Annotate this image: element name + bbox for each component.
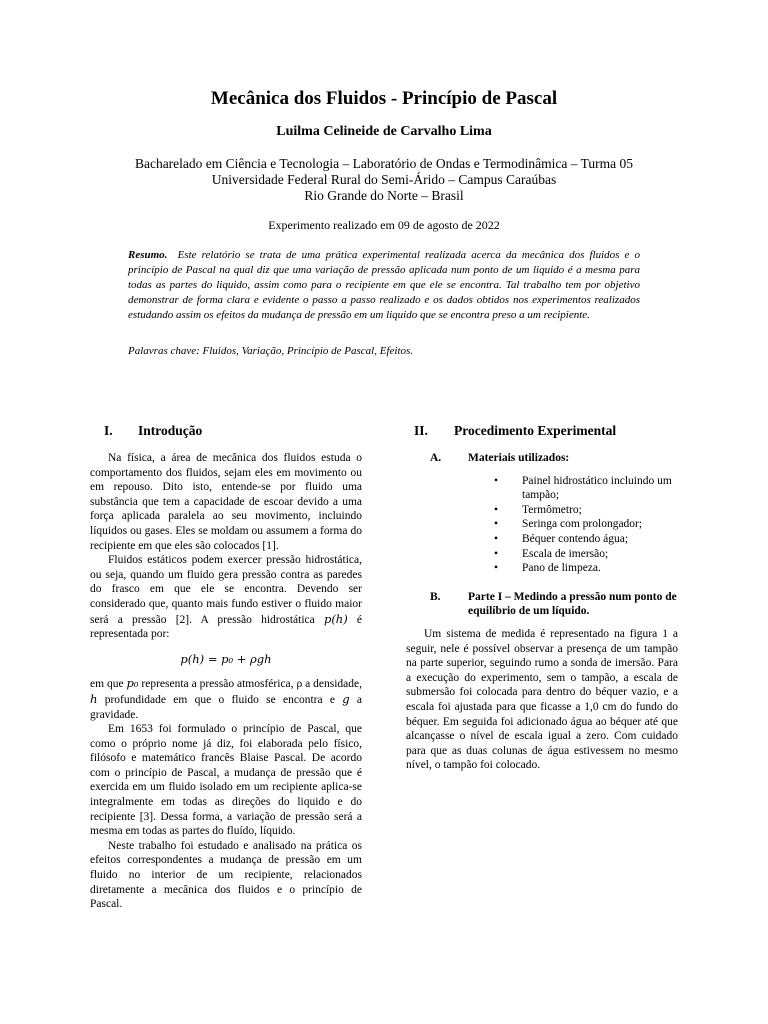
section-number: II. xyxy=(414,422,428,438)
list-item-text: Seringa com prolongador; xyxy=(522,518,643,531)
keywords: Palavras chave: Fluidos, Variação, Princípio de Pascal, Efeitos. xyxy=(128,345,414,357)
list-item xyxy=(494,503,678,518)
paragraph: Neste trabalho foi estudado e analisado na prática os efeitos correspondentes a mudança de pressão em um fluido no interior de um recipiente, relacionados diretamente a mecânica dos fluidos e o princípio de Pascal. xyxy=(90,839,362,911)
list-item-text: Pano de limpeza. xyxy=(522,562,601,575)
abstract xyxy=(128,248,640,323)
subsection-number: A. xyxy=(430,452,442,464)
section-title: Introdução xyxy=(138,422,203,438)
section-number: I. xyxy=(104,422,113,438)
affiliation xyxy=(0,156,768,204)
subsection-heading xyxy=(406,590,678,619)
equation: p(h) = p₀ + ρgh xyxy=(180,651,272,666)
math-symbol: p₀ xyxy=(126,676,139,691)
math-symbol: g xyxy=(342,691,350,706)
abstract-text: Este relatório se trata de uma prática experimental realizada acerca da mecânica dos fluidos e o princípio de Pascal na qual diz que uma variação de pressão aplicada num ponto de um liquido é a mesma para todas as partes do liquido, assim como para o recipiente em que ele se encontra. Tal trabalho tem por objetivo demonstrar de forma clara e evidente o passo a passo realizado e os dados obtidos nos experimentos realizados estudando assim os efeitos da mudança de pressão em um liquido que se encontra preso a um recipiente. xyxy=(128,249,640,321)
experiment-date: Experimento realizado em 09 de agosto de 2022 xyxy=(268,218,500,232)
list-item xyxy=(494,561,678,576)
bullet-icon: • xyxy=(494,518,499,531)
paragraph xyxy=(90,676,362,722)
paragraph-text: profundidade em que o fluido se encontra e xyxy=(104,693,335,706)
paragraph-text: Fluidos estáticos podem exercer pressão hidrostática, ou seja, quando um fluido gera pressão contra as paredes do frasco em que ele se encontra. Devendo ser considerado que, quanto mais fundo estiver o fluido maior será a pressão [2]. A pressão hidrostática xyxy=(90,554,362,626)
list-item-text: Escala de imersão; xyxy=(522,547,609,560)
subsection-heading xyxy=(406,451,678,466)
bullet-icon: • xyxy=(494,547,499,560)
paper-title: Mecânica dos Fluidos - Princípio de Pascal xyxy=(210,88,558,109)
math-symbol: h xyxy=(90,691,98,706)
paragraph: Na física, a área de mecânica dos fluidos estuda o comportamento dos fluidos, sejam eles em movimento ou em repouso. Dito isto, entende-se por fluido uma substância que tem a capacidade de escoar devido a uma força aplicada paralela ao seu movimento, incluindo líquidos ou gases. Eles se moldam ou assumem a forma do recipiente em que eles são colocados [1]. xyxy=(90,452,362,552)
list-item-text: Termômetro; xyxy=(522,503,582,516)
paragraph-text: a gravidade. xyxy=(90,693,362,721)
author-name: Luilma Celineide de Carvalho Lima xyxy=(276,124,492,139)
affiliation-line: Universidade Federal Rural do Semi-Árido – Campus Caraúbas xyxy=(211,172,557,187)
bullet-icon: • xyxy=(494,503,499,516)
affiliation-line: Rio Grande do Norte – Brasil xyxy=(304,188,464,203)
section-title: Procedimento Experimental xyxy=(454,422,617,438)
bullet-icon: • xyxy=(494,562,499,575)
abstract-label: Resumo. xyxy=(128,249,168,261)
paragraph-text: representa a pressão atmosférica, ρ a densidade, xyxy=(141,678,362,691)
list-item xyxy=(494,474,678,503)
materials-list xyxy=(406,474,678,576)
left-column xyxy=(90,422,362,912)
right-column xyxy=(406,422,678,773)
paragraph: Em 1653 foi formulado o princípio de Pascal, que como o próprio nome já diz, foi elaborada pelo físico, filósofo e matemático francês Blaise Pascal. De acordo com o princípio de Pascal, a mudança de pressão que é exercida em um fluido isolado em um recipiente aplica-se integralmente em todas as direções do liquido e do recipiente [3]. Dessa forma, a variação de pressão será a mesma em todas as partes do fluído, líquido. xyxy=(90,723,362,838)
section-heading xyxy=(90,422,362,440)
subsection-title: Parte I – Medindo a pressão num ponto de equilíbrio de um líquido. xyxy=(468,590,677,618)
list-item-text: Painel hidrostático incluindo um tampão; xyxy=(522,474,672,502)
paragraph-text: é representada por: xyxy=(90,613,363,641)
section-heading xyxy=(406,422,678,440)
bullet-icon: • xyxy=(494,474,499,487)
list-item xyxy=(494,547,678,562)
subsection-title: Materiais utilizados: xyxy=(468,452,570,464)
list-item xyxy=(494,517,678,532)
math-symbol: p(h) xyxy=(323,611,348,626)
bullet-icon: • xyxy=(494,532,499,545)
affiliation-line: Bacharelado em Ciência e Tecnologia – Laboratório de Ondas e Termodinâmica – Turma 05 xyxy=(134,156,634,171)
paragraph-text: em que xyxy=(90,678,124,691)
paragraph xyxy=(90,553,362,642)
list-item xyxy=(494,532,678,547)
list-item-text: Béquer contendo água; xyxy=(522,532,629,545)
subsection-number: B. xyxy=(430,590,441,603)
paragraph: Um sistema de medida é representado na figura 1 a seguir, nele é possível observar a presença de um tampão na parte superior, seguindo rumo a sonda de imersão. Para a execução do experimento, sem o tampão, a escala de submersão foi colocada para dentro do béquer vazio, e a escala foi ajustada para que ficasse a 1,0 cm do fundo do béquer. Em seguida foi adicionado água ao béquer até que alcançasse o nível de escala igual a zero. Com cuidado para que as duas colunas de água estivessem no mesmo nível, o tampão foi colocado. xyxy=(406,627,678,772)
